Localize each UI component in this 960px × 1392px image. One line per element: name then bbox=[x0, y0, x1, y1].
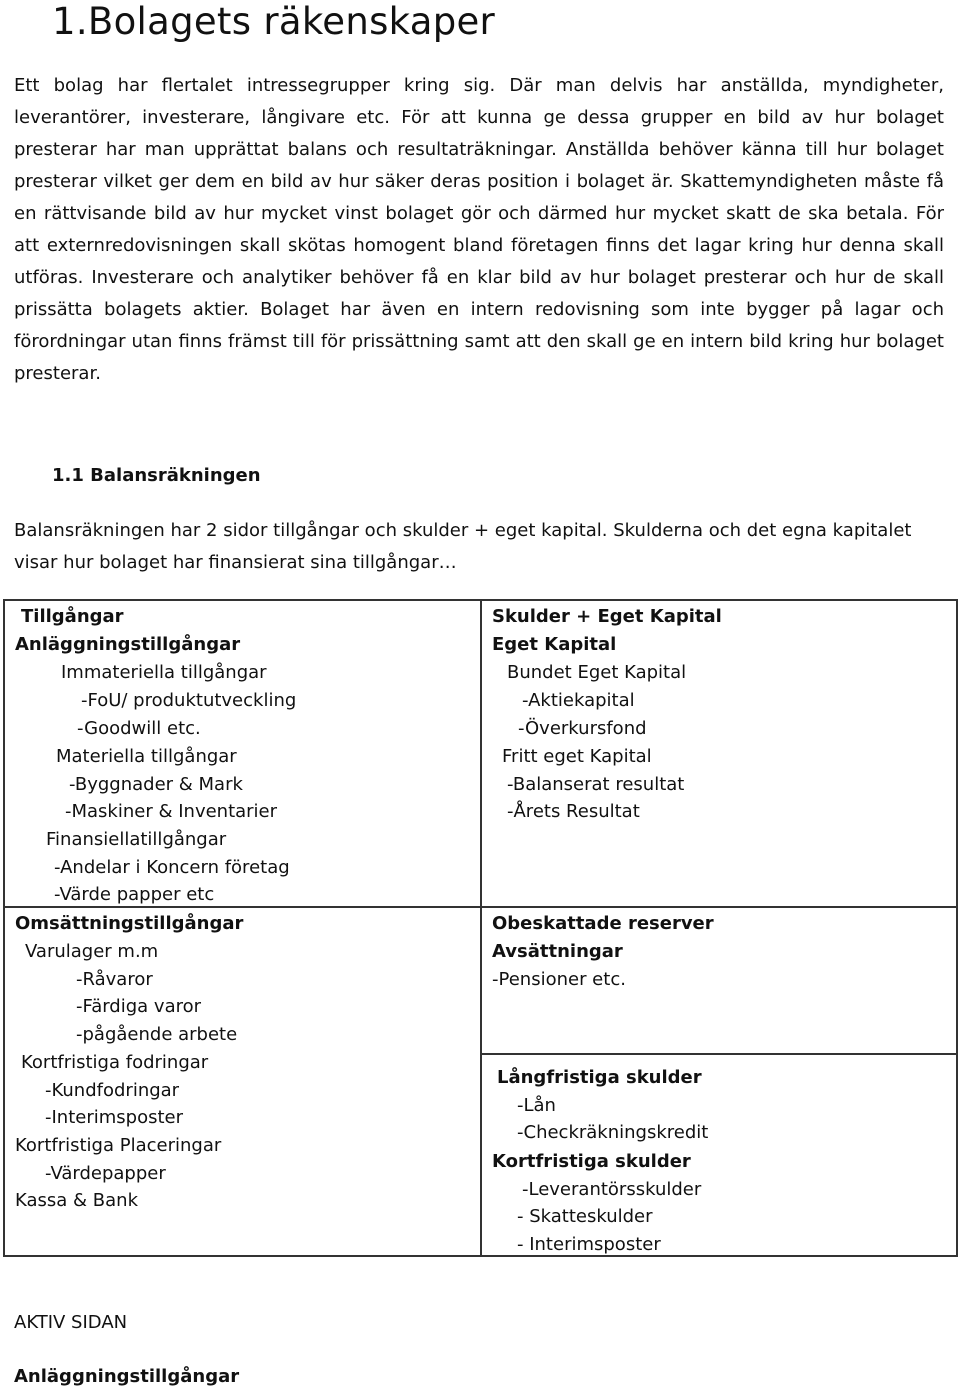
table-column-divider bbox=[480, 601, 482, 1255]
table-right-heading: Kortfristiga skulder bbox=[492, 1151, 691, 1172]
table-right-item: Bundet Eget Kapital bbox=[507, 662, 687, 683]
table-right-heading: Eget Kapital bbox=[492, 634, 617, 655]
table-left-item: -Färdiga varor bbox=[76, 996, 202, 1017]
table-right-item: -Checkräkningskredit bbox=[517, 1122, 709, 1143]
table-left-item: Kortfristiga Placeringar bbox=[15, 1135, 222, 1156]
table-left-heading: Omsättningstillgångar bbox=[15, 913, 244, 934]
table-left-item: -Interimsposter bbox=[45, 1107, 184, 1128]
table-right-item: - Skatteskulder bbox=[517, 1206, 653, 1227]
balance-sheet-table bbox=[3, 599, 958, 1257]
table-right-item: -Årets Resultat bbox=[507, 801, 640, 822]
table-left-item: -pågående arbete bbox=[76, 1024, 238, 1045]
table-left-item: -Byggnader & Mark bbox=[69, 774, 243, 795]
section-paragraph: Balansräkningen har 2 sidor tillgångar och skulder + eget kapital. Skulderna och det egna kapitalet visar hur bolaget har finansierat sina tillgångar… bbox=[14, 520, 912, 573]
table-left-item: Kortfristiga fodringar bbox=[21, 1052, 209, 1073]
table-left-header: Tillgångar bbox=[21, 606, 124, 627]
page-title: 1.Bolagets räkenskaper bbox=[52, 0, 496, 43]
table-right-item: - Interimsposter bbox=[517, 1234, 661, 1255]
table-left-item: -Råvaror bbox=[76, 969, 153, 990]
table-row-divider bbox=[482, 906, 956, 908]
table-left-item: Varulager m.m bbox=[25, 941, 159, 962]
table-left-item: -Kundfodringar bbox=[45, 1080, 180, 1101]
table-left-item: Materiella tillgångar bbox=[56, 746, 237, 767]
intro-paragraph: Ett bolag har flertalet intressegrupper kring sig. Där man delvis har anställda, myndigheter, leverantörer, investerare, långivare etc. För att kunna ge dessa grupper en bild av hur bolaget presterar har man upprättat balans och resultaträkningar. Anställda behöver känna till hur bolaget presterar vilket ger dem en bild av hur säker deras position i bolaget är. Skattemyndigheten måste få en rättvisande bild av hur mycket vinst bolaget gör och därmed hur mycket skatt de ska betala. För att externredovisningen skall skötas homogent bland företagen finns det lagar kring hur denna skall utföras. Investerare och analytiker behöver få en klar bild av hur bolaget presterar och hur de skall prissätta bolagets aktier. Bolaget har även en intern redovisning som inte bygger på lagar och förordningar utan finns främst till för prissättning samt att den skall ge en intern bild kring hur bolaget presterar. bbox=[14, 75, 944, 384]
table-right-item: -Lån bbox=[517, 1095, 556, 1116]
table-left-item: Kassa & Bank bbox=[15, 1190, 138, 1211]
footer-subheading: Anläggningstillgångar bbox=[14, 1366, 240, 1387]
table-left-heading: Anläggningstillgångar bbox=[15, 634, 241, 655]
table-left-item: -Värde papper etc bbox=[54, 884, 215, 905]
table-left-item: -Andelar i Koncern företag bbox=[54, 857, 290, 878]
table-right-item: -Överkursfond bbox=[518, 718, 647, 739]
table-right-item: -Balanserat resultat bbox=[507, 774, 685, 795]
section-title: 1.1 Balansräkningen bbox=[52, 465, 261, 486]
table-right-item: -Pensioner etc. bbox=[492, 969, 626, 990]
table-right-item: -Leverantörsskulder bbox=[522, 1179, 702, 1200]
table-left-item: -FoU/ produktutveckling bbox=[81, 690, 297, 711]
table-left-item: -Maskiner & Inventarier bbox=[65, 801, 278, 822]
table-row-divider bbox=[482, 1053, 956, 1055]
table-right-heading: Obeskattade reserver bbox=[492, 913, 714, 934]
table-right-heading: Långfristiga skulder bbox=[497, 1067, 702, 1088]
table-left-item: -Värdepapper bbox=[45, 1163, 166, 1184]
table-left-item: -Goodwill etc. bbox=[77, 718, 201, 739]
table-left-item: Finansiellatillgångar bbox=[46, 829, 227, 850]
footer-label: AKTIV SIDAN bbox=[14, 1312, 128, 1333]
table-right-header: Skulder + Eget Kapital bbox=[492, 606, 722, 627]
table-right-item: Fritt eget Kapital bbox=[502, 746, 652, 767]
table-right-heading: Avsättningar bbox=[492, 941, 623, 962]
table-right-item: -Aktiekapital bbox=[522, 690, 635, 711]
table-left-item: Immateriella tillgångar bbox=[61, 662, 267, 683]
